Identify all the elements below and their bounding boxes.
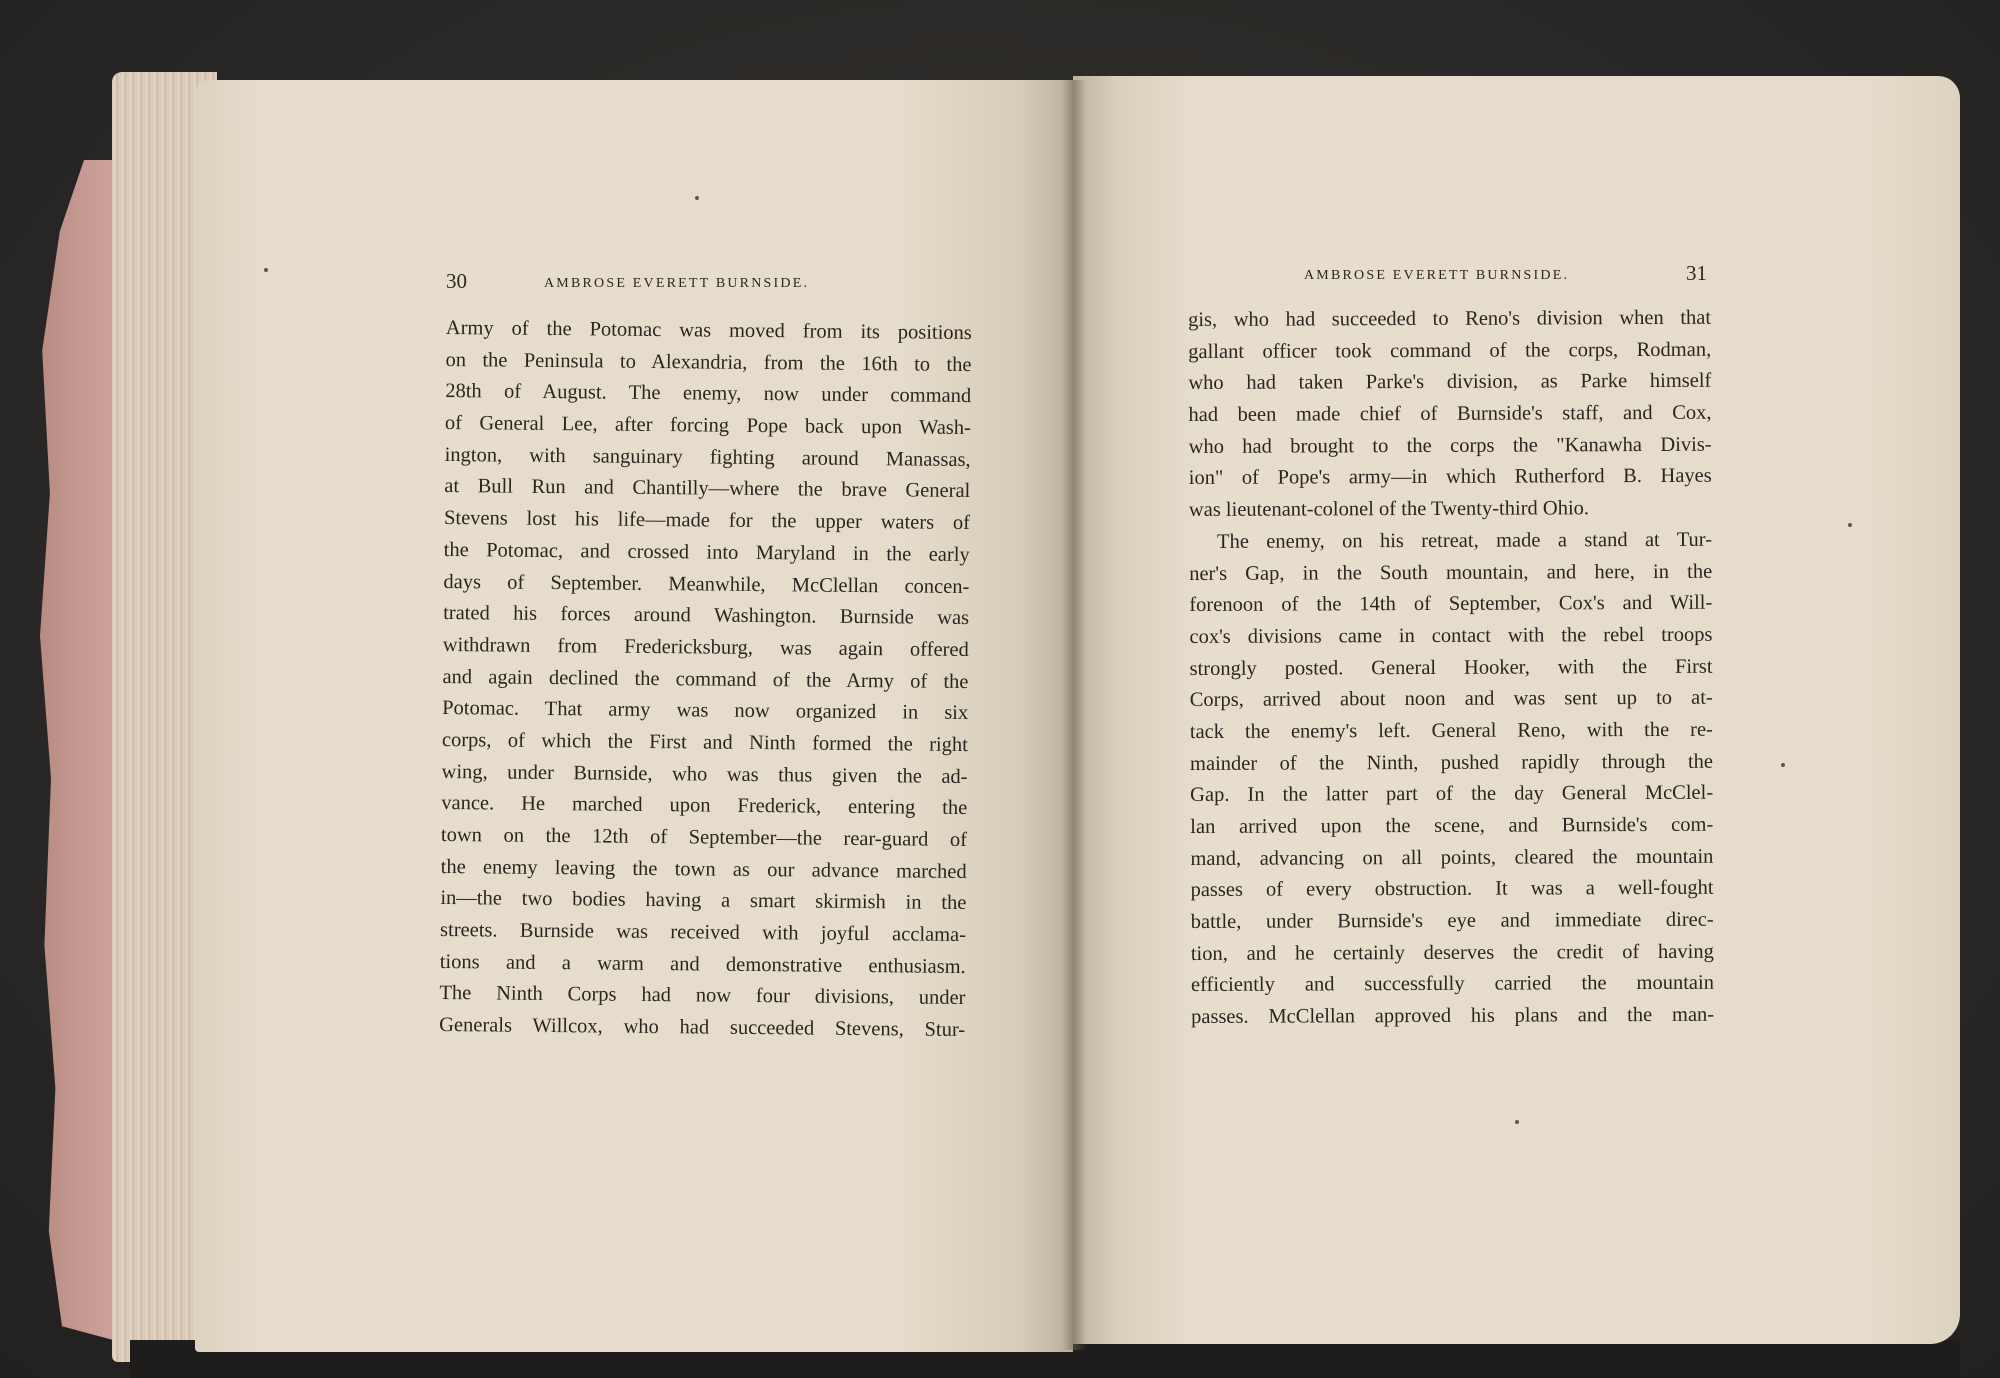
text-line: Corps, arrived about noon and was sent up to at- xyxy=(1189,686,1713,712)
text-line: who had taken Parke's division, as Parke himself xyxy=(1188,370,1712,395)
text-line: ion" of Pope's army—in which Rutherford B. Hayes xyxy=(1188,465,1712,490)
text-line: 28th of August. The enemy, now under command xyxy=(445,380,972,408)
text-line: streets. Burnside was received with joyful acclama- xyxy=(439,919,967,947)
text-line: Gap. In the latter part of the day General McClel- xyxy=(1190,782,1714,807)
text-line: passes. McClellan approved his plans and the man- xyxy=(1191,1003,1715,1029)
text-line: the Potomac, and crossed into Maryland in the early xyxy=(443,538,970,566)
text-line: forenoon of the 14th of September, Cox's and Will- xyxy=(1189,591,1713,617)
running-head-right: AMBROSE EVERETT BURNSIDE. xyxy=(1304,268,1570,283)
text-line: efficiently and successfully carried the mountain xyxy=(1190,972,1715,997)
text-line: corps, of which the First and Ninth formed the right xyxy=(441,728,968,756)
text-line: vance. He marched upon Frederick, entering the xyxy=(441,792,968,820)
text-line: battle, under Burnside's eye and immediate direc- xyxy=(1190,908,1714,934)
text-line: at Bull Run and Chantilly—where the brave General xyxy=(444,475,971,503)
text-line: tions and a warm and demonstrative enthusiasm. xyxy=(439,950,966,978)
page-number-left: 30 xyxy=(446,269,467,293)
text-line: mainder of the Ninth, pushed rapidly through the xyxy=(1189,750,1714,775)
text-line: strongly posted. General Hooker, with the First xyxy=(1189,655,1713,680)
text-line: Stevens lost his life—made for the upper waters of xyxy=(443,507,971,535)
text-line: wing, under Burnside, who was thus given the ad- xyxy=(441,760,968,788)
book-gutter xyxy=(1062,80,1086,1350)
running-head-left: AMBROSE EVERETT BURNSIDE. xyxy=(544,276,810,291)
text-line: ner's Gap, in the South mountain, and here, in the xyxy=(1189,560,1713,585)
text-line: the enemy leaving the town as our advance marched xyxy=(440,855,967,883)
text-line: who had brought to the corps the "Kanawha Divis- xyxy=(1188,433,1712,458)
paper-speck xyxy=(264,268,268,272)
text-line: was lieutenant-colonel of the Twenty-third Ohio. xyxy=(1188,497,1590,522)
text-line: tion, and he certainly deserves the credit of having xyxy=(1190,940,1714,965)
text-line: days of September. Meanwhile, McClellan concen- xyxy=(443,570,970,598)
text-line: gis, who had succeeded to Reno's division when that xyxy=(1188,306,1712,331)
text-line: of General Lee, after forcing Pope back upon Wash- xyxy=(444,412,972,440)
text-line: The enemy, on his retreat, made a stand at Tur- xyxy=(1216,528,1713,553)
text-line: lan arrived upon the scene, and Burnside's com- xyxy=(1190,813,1714,838)
text-line: tack the enemy's left. General Reno, with the re- xyxy=(1189,718,1713,743)
page-number-right: 31 xyxy=(1686,261,1707,285)
text-line: passes of every obstruction. It was a well-fought xyxy=(1190,877,1714,902)
text-line: on the Peninsula to Alexandria, from the 16th to the xyxy=(445,348,972,376)
right-page-text xyxy=(1188,303,1714,1034)
text-line: town on the 12th of September—the rear-guard of xyxy=(440,823,968,852)
text-line: trated his forces around Washington. Burnside was xyxy=(443,602,970,630)
text-line: in—the two bodies having a smart skirmish in the xyxy=(440,887,967,915)
text-line: withdrawn from Fredericksburg, was again offered xyxy=(442,633,969,661)
paper-speck xyxy=(695,196,699,200)
paper-speck xyxy=(1515,1120,1519,1124)
text-line: cox's divisions came in contact with the rebel troops xyxy=(1189,623,1713,648)
left-page-text xyxy=(439,313,972,1047)
paper-speck xyxy=(1781,763,1785,767)
text-line: The Ninth Corps had now four divisions, under xyxy=(439,982,966,1010)
text-line: Generals Willcox, who had succeeded Stevens, Stur- xyxy=(439,1014,966,1042)
paper-speck xyxy=(1848,523,1852,527)
text-line: and again declined the command of the Army of the xyxy=(442,665,969,693)
text-line: had been made chief of Burnside's staff, and Cox, xyxy=(1188,401,1712,427)
text-line: gallant officer took command of the corps, Rodman, xyxy=(1188,338,1712,363)
text-line: Army of the Potomac was moved from its positions xyxy=(445,316,972,345)
text-line: mand, advancing on all points, cleared the mountain xyxy=(1190,845,1714,870)
text-line: ington, with sanguinary fighting around Manassas, xyxy=(444,443,971,471)
text-line: Potomac. That army was now organized in six xyxy=(442,697,969,725)
